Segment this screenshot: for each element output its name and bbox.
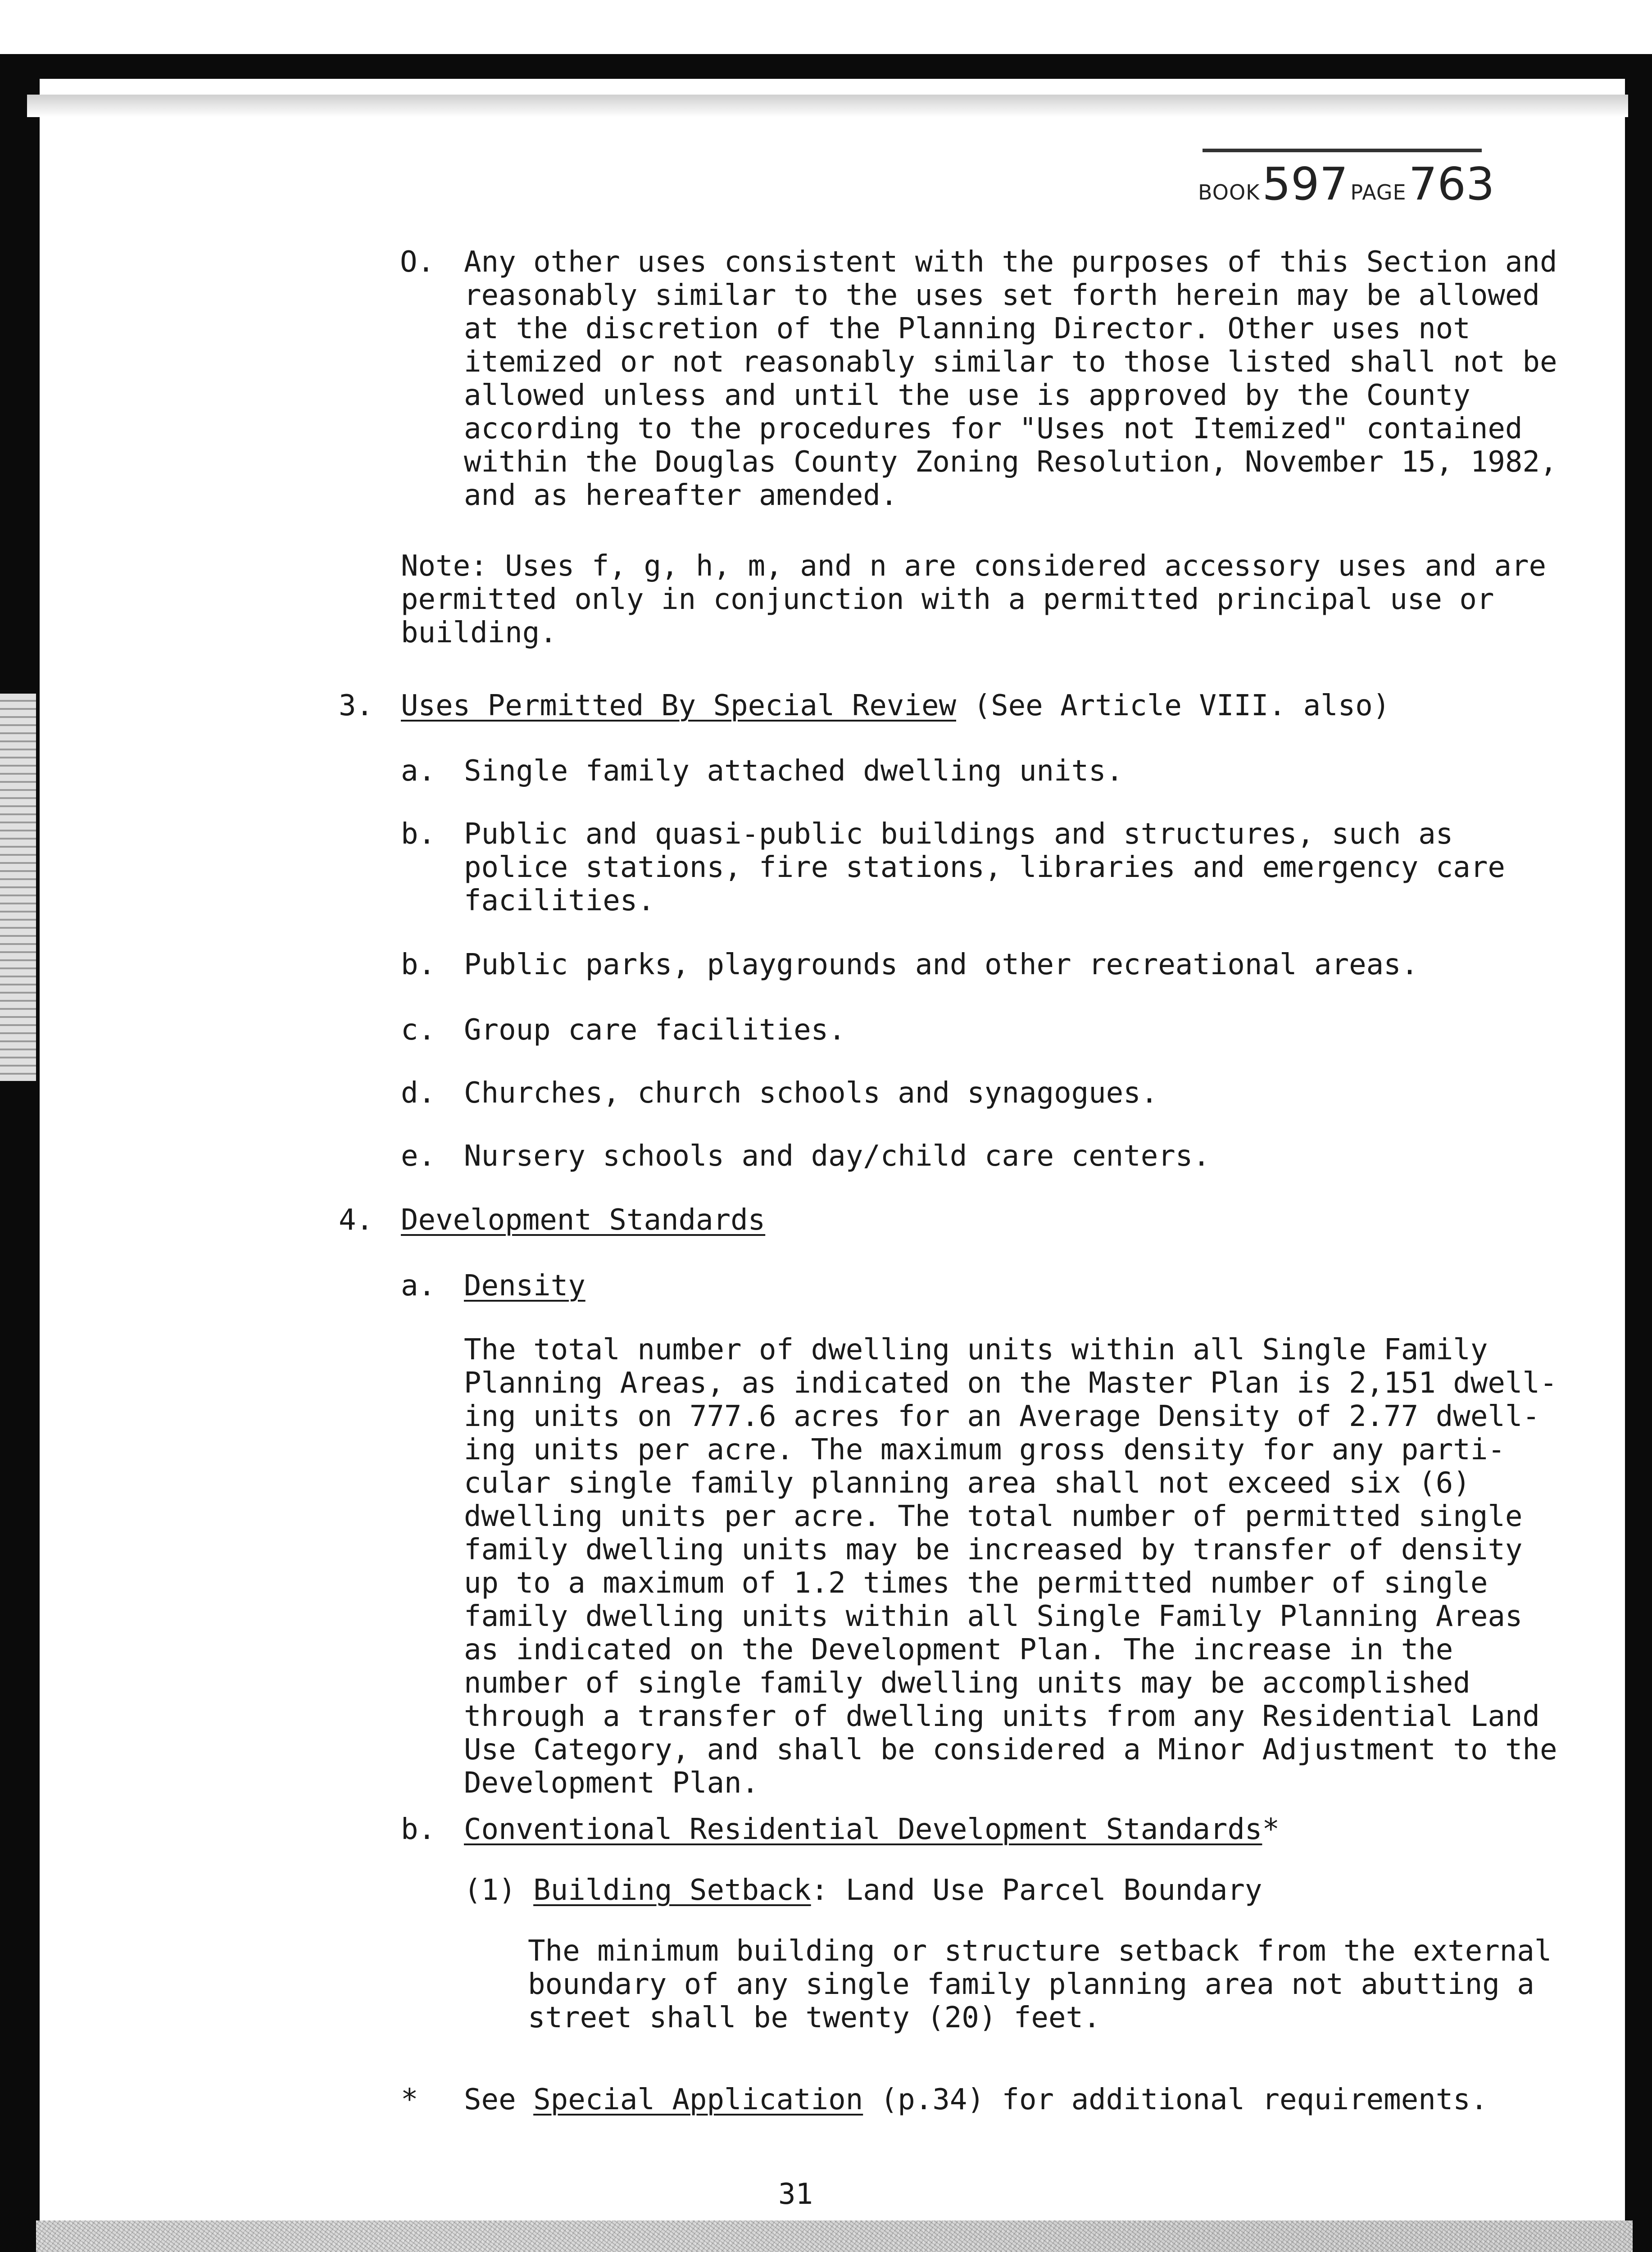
- footnote-suffix: (p.34) for additional requirements.: [863, 2083, 1488, 2116]
- section-3-heading: Uses Permitted By Special Review: [401, 689, 956, 722]
- stamp-book-label: BOOK: [1198, 180, 1260, 204]
- density-line: Use Category, and shall be considered a Minor Adjustment to the: [464, 1733, 1557, 1766]
- density-line: number of single family dwelling units may be accomplished: [464, 1666, 1470, 1700]
- setback-heading: Building Setback: [533, 1874, 811, 1907]
- density-line: through a transfer of dwelling units from any Residential Land: [464, 1700, 1540, 1733]
- item-o-line: and as hereafter amended.: [464, 479, 898, 512]
- conventional-heading: Conventional Residential Development Standards: [464, 1813, 1262, 1846]
- item-o-line: Any other uses consistent with the purposes of this Section and: [464, 245, 1557, 279]
- list-item: Group care facilities.: [464, 1013, 846, 1047]
- section-4-marker: 4.: [339, 1203, 374, 1237]
- conventional-heading-suffix: *: [1262, 1813, 1280, 1846]
- list-item-marker: d.: [401, 1076, 436, 1110]
- density-line: family dwelling units within all Single Family Planning Areas: [464, 1600, 1523, 1633]
- footnote: [464, 2083, 1488, 2116]
- note-line: Note: Uses f, g, h, m, and n are considered accessory uses and are: [401, 549, 1547, 583]
- book-page-stamp: [1198, 149, 1495, 216]
- section-3-heading-suffix: (See Article VIII. also): [956, 689, 1390, 722]
- density-line: ing units on 777.6 acres for an Average Density of 2.77 dwell-: [464, 1400, 1540, 1433]
- section-3-heading-row: [401, 689, 1390, 722]
- item-o-line: itemized or not reasonably similar to those listed shall not be: [464, 345, 1557, 379]
- setback-marker: (1): [464, 1874, 516, 1907]
- item-o-line: within the Douglas County Zoning Resolution, November 15, 1982,: [464, 445, 1557, 479]
- list-item-marker: a.: [401, 754, 436, 788]
- section-3-marker: 3.: [339, 689, 374, 722]
- note-line: permitted only in conjunction with a permitted principal use or: [401, 583, 1494, 616]
- list-item-marker: e.: [401, 1140, 436, 1173]
- item-o-marker: O.: [400, 245, 435, 279]
- list-item: Churches, church schools and synagogues.: [464, 1076, 1158, 1110]
- stamp-book-number: 597: [1262, 158, 1348, 210]
- density-line: Development Plan.: [464, 1766, 759, 1800]
- setback-line: The minimum building or structure setback from the external: [528, 1934, 1552, 1968]
- item-o-line: reasonably similar to the uses set forth herein may be allowed: [464, 279, 1540, 312]
- footnote-reference: Special Application: [533, 2083, 863, 2116]
- setback-heading-suffix: : Land Use Parcel Boundary: [811, 1874, 1262, 1907]
- density-line: cular single family planning area shall not exceed six (6): [464, 1467, 1470, 1500]
- density-line: dwelling units per acre. The total number of permitted single: [464, 1500, 1523, 1533]
- list-item: facilities.: [464, 884, 655, 917]
- section-4-heading: Development Standards: [401, 1203, 766, 1237]
- setback-line: street shall be twenty (20) feet.: [528, 2001, 1101, 2034]
- list-item: police stations, fire stations, libraries and emergency care: [464, 851, 1505, 884]
- list-item: Public and quasi-public buildings and structures, such as: [464, 817, 1453, 851]
- density-line: ing units per acre. The maximum gross density for any parti-: [464, 1433, 1505, 1467]
- page-top-edge-shadow: [27, 95, 1628, 117]
- density-line: up to a maximum of 1.2 times the permitted number of single: [464, 1566, 1488, 1600]
- setback-row: [464, 1874, 1262, 1907]
- list-item-marker: c.: [401, 1013, 436, 1047]
- stamp-rule: [1203, 149, 1482, 152]
- item-o-line: according to the procedures for "Uses not Itemized" contained: [464, 412, 1523, 445]
- density-heading-row: [464, 1269, 585, 1303]
- item-o-line: at the discretion of the Planning Director. Other uses not: [464, 312, 1470, 345]
- list-item: Nursery schools and day/child care centers.: [464, 1140, 1210, 1173]
- binding-margin-mark: [0, 694, 36, 1081]
- footnote-marker: *: [401, 2083, 418, 2116]
- density-marker: a.: [401, 1269, 436, 1303]
- item-o-line: allowed unless and until the use is approved by the County: [464, 379, 1470, 412]
- conventional-marker: b.: [401, 1813, 436, 1846]
- density-line: family dwelling units may be increased by transfer of density: [464, 1533, 1523, 1566]
- list-item: Single family attached dwelling units.: [464, 754, 1124, 788]
- density-line: The total number of dwelling units within all Single Family: [464, 1333, 1488, 1367]
- scanner-noise-area: [36, 2220, 1633, 2252]
- setback-line: boundary of any single family planning area not abutting a: [528, 1968, 1534, 2001]
- conventional-heading-row: [464, 1813, 1280, 1846]
- stamp-page-number: 763: [1408, 158, 1495, 210]
- density-line: as indicated on the Development Plan. The increase in the: [464, 1633, 1453, 1666]
- note-line: building.: [401, 616, 557, 649]
- list-item-marker: b.: [401, 948, 436, 981]
- footnote-prefix: See: [464, 2083, 534, 2116]
- stamp-page-label: PAGE: [1350, 180, 1407, 204]
- page-number: 31: [778, 2178, 813, 2211]
- section-4-heading-row: [401, 1203, 765, 1237]
- list-item: Public parks, playgrounds and other recreational areas.: [464, 948, 1419, 981]
- density-line: Planning Areas, as indicated on the Master Plan is 2,151 dwell-: [464, 1367, 1557, 1400]
- list-item-marker: b.: [401, 817, 436, 851]
- density-heading: Density: [464, 1269, 585, 1303]
